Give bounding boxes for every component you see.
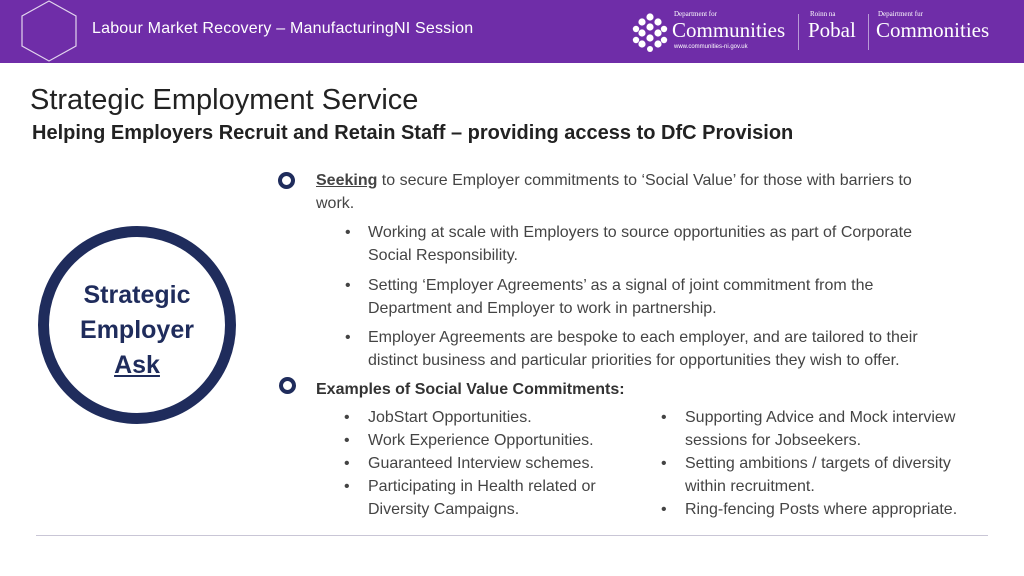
list-item-line: • Setting ‘Employer Agreements’ as a signal of joint commitment from the (368, 277, 874, 294)
list-item (661, 498, 1001, 521)
seeking-text-line1: to secure Employer commitments to ‘Social Value’ for those with barriers to (377, 172, 912, 189)
seeking-paragraph (316, 169, 996, 215)
list-item-line: Diversity Campaigns. (368, 501, 520, 518)
hexagon-icon (20, 0, 78, 62)
list-item (661, 406, 1001, 452)
logo-irish-small: Roinn na (810, 10, 836, 18)
circle-line-3: Ask (114, 351, 160, 379)
list-item-line: • Guaranteed Interview schemes. (368, 455, 594, 472)
logo-dept-small: Department for (674, 10, 717, 18)
header-bar (0, 0, 1024, 63)
ring-bullet-icon (278, 172, 295, 189)
list-item-line: • Employer Agreements are bespoke to each employer, and are tailored to their (368, 329, 918, 346)
list-item-line: • Working at scale with Employers to source opportunities as part of Corporate (368, 224, 912, 241)
list-item (344, 452, 644, 475)
logo-dots-icon (632, 12, 668, 52)
circle-line-2: Employer (80, 316, 194, 344)
list-item (316, 326, 1006, 372)
logo-pobal: Pobal (808, 18, 856, 42)
list-item (344, 406, 644, 429)
list-item-line: distinct business and particular priorities for opportunities they wish to offer. (368, 352, 900, 369)
list-item-line: • JobStart Opportunities. (368, 409, 532, 426)
circle-line-1: Strategic (83, 281, 191, 309)
list-item (316, 274, 1006, 320)
list-item-line: • Supporting Advice and Mock interview (685, 409, 956, 426)
examples-heading: Examples of Social Value Commitments: (316, 381, 625, 398)
list-item-line: • Setting ambitions / targets of diversity (685, 455, 951, 472)
ring-bullet-icon (279, 377, 296, 394)
list-item-line: • Ring-fencing Posts where appropriate. (685, 501, 958, 518)
list-item-line: • Work Experience Opportunities. (368, 432, 594, 449)
bottom-divider (36, 535, 988, 536)
logo-divider (798, 14, 799, 50)
seeking-keyword: Seeking (316, 172, 378, 189)
list-item (316, 221, 1006, 267)
logo-communities: Communities (672, 18, 786, 42)
list-item-line: Social Responsibility. (368, 247, 518, 264)
logo-url: www.communities-ni.gov.uk (674, 44, 748, 50)
list-item-line: sessions for Jobseekers. (685, 432, 862, 449)
list-item (661, 452, 1001, 498)
logo-divider (868, 14, 869, 50)
seeking-text-line2: work. (316, 195, 355, 212)
logo-commonities: Commonities (876, 18, 990, 42)
list-item-line: within recruitment. (685, 478, 815, 495)
page-title: Strategic Employment Service (30, 84, 419, 116)
list-item-line: • Participating in Health related or (368, 478, 596, 495)
list-item (344, 429, 644, 452)
session-title: Labour Market Recovery – ManufacturingNI Session (92, 20, 474, 37)
page-subtitle: Helping Employers Recruit and Retain Staff – providing access to DfC Provision (32, 122, 794, 144)
list-item-line: Department and Employer to work in partnership. (368, 300, 717, 317)
list-item (344, 475, 644, 521)
circle-label (38, 278, 236, 383)
logo-ulster-small: Depairtment fur (878, 10, 923, 18)
